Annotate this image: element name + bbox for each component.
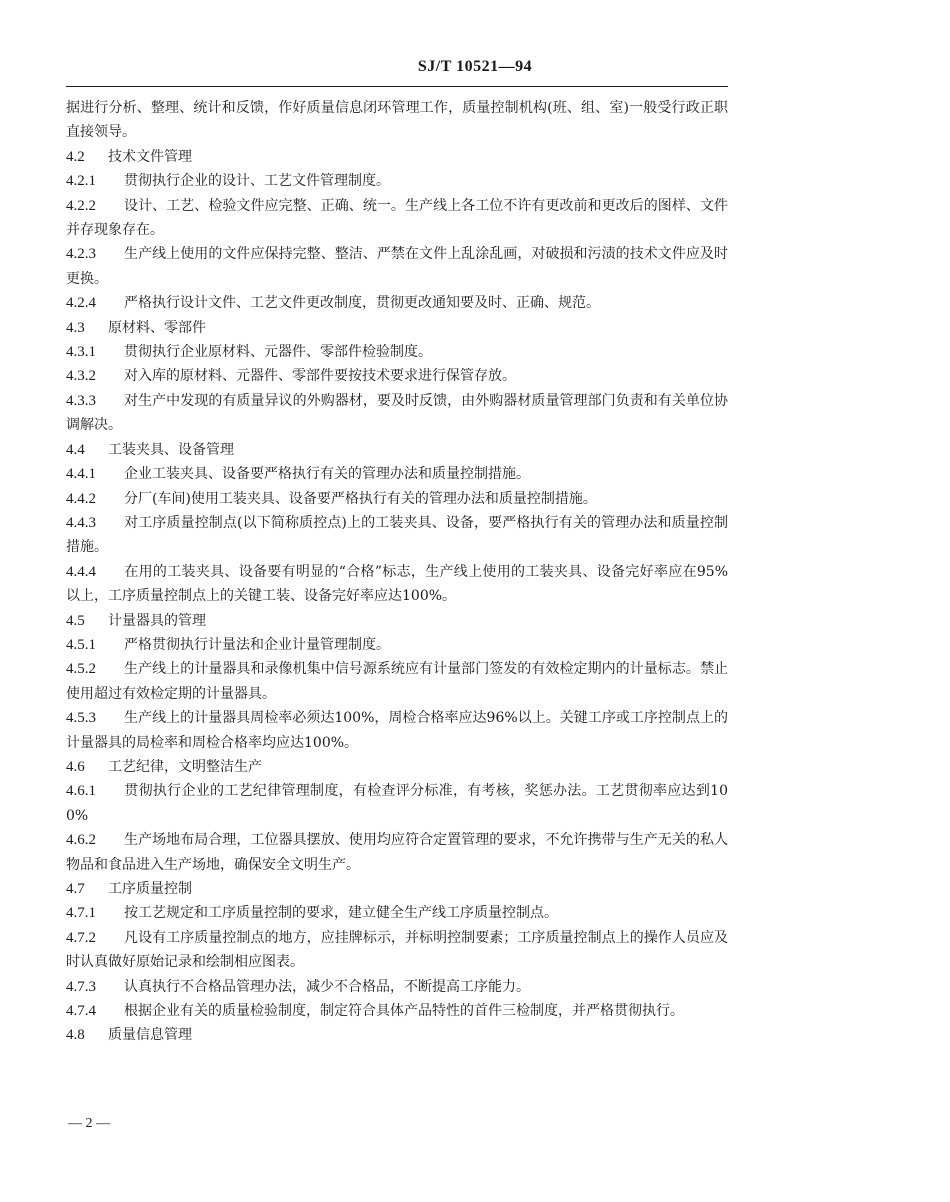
clause-paragraph (66, 1023, 728, 1047)
clause-paragraph (66, 291, 728, 315)
clause-text: 分厂(车间)使用工装夹具、设备要严格执行有关的管理办法和质量控制措施。 (124, 490, 597, 507)
clause-paragraph (66, 169, 728, 193)
clause-text: 严格贯彻执行计量法和企业计量管理制度。 (124, 636, 390, 653)
clause-number: 4.2.1 (66, 173, 96, 190)
clause-number: 4.2.4 (66, 295, 96, 312)
clause-text: 凡设有工序质量控制点的地方，应挂牌标示，并标明控制要素；工序质量控制点上的操作人员应及时认真做好原始记录和绘制相应图表。 (66, 929, 728, 971)
clause-text: 原材料、零部件 (108, 319, 206, 336)
clause-text: 对入库的原材料、元器件、零部件要按技术要求进行保管存放。 (124, 368, 516, 385)
clause-number: 4.4.2 (66, 490, 96, 507)
clause-number: 4.3.2 (66, 368, 96, 385)
clause-number: 4.6.2 (66, 832, 96, 849)
clause-paragraph (66, 657, 728, 706)
clause-paragraph (66, 560, 728, 609)
clause-paragraph (66, 999, 728, 1023)
clause-paragraph (66, 975, 728, 999)
clause-paragraph (66, 609, 728, 633)
clause-text: 据进行分析、整理、统计和反馈，作好质量信息闭环管理工作，质量控制机构(班、组、室)一般受行政正职直接领导。 (66, 100, 728, 141)
clause-paragraph (66, 316, 728, 340)
clause-paragraph (66, 755, 728, 779)
clause-paragraph (66, 633, 728, 657)
clause-number: 4.4.3 (66, 514, 96, 531)
clause-text: 贯彻执行企业的设计、工艺文件管理制度。 (124, 173, 390, 190)
clause-text: 设计、工艺、检验文件应完整、正确、统一。生产线上各工位不许有更改前和更改后的图样、文件并存现象存在。 (66, 197, 728, 239)
clause-number: 4.7.2 (66, 929, 96, 946)
clause-paragraph (66, 194, 728, 243)
clause-text: 企业工装夹具、设备要严格执行有关的管理办法和质量控制措施。 (124, 466, 530, 483)
clause-number: 4.5.2 (66, 661, 96, 678)
clause-paragraph (66, 364, 728, 388)
clause-paragraph (66, 926, 728, 975)
clause-number: 4.3.1 (66, 344, 96, 361)
clause-paragraph (66, 901, 728, 925)
clause-paragraph (66, 145, 728, 169)
clause-text: 贯彻执行企业原材料、元器件、零部件检验制度。 (124, 344, 432, 361)
clause-number: 4.7.1 (66, 905, 96, 922)
clause-text: 生产场地布局合理，工位器具摆放、使用均应符合定置管理的要求，不允许携带与生产无关的私人物品和食品进入生产场地，确保安全文明生产。 (66, 832, 728, 873)
clause-text: 对工序质量控制点(以下简称质控点)上的工装夹具、设备，要严格执行有关的管理办法和质量控制措施。 (66, 514, 728, 556)
clause-paragraph (66, 389, 728, 438)
clause-number: 4.6.1 (66, 783, 96, 800)
clause-text: 计量器具的管理 (108, 612, 206, 629)
clause-text: 在用的工装夹具、设备要有明显的“合格”标志，生产线上使用的工装夹具、设备完好率应在95%以上，工序质量控制点上的关键工装、设备完好率应达100%。 (66, 563, 728, 605)
clause-paragraph (66, 877, 728, 901)
clause-paragraph (66, 706, 728, 755)
clause-number: 4.3 (66, 319, 85, 336)
header-divider (66, 86, 728, 87)
clause-text: 认真执行不合格品管理办法，减少不合格品，不断提高工序能力。 (124, 978, 530, 995)
clause-text: 生产线上的计量器具和录像机集中信号源系统应有计量部门签发的有效检定期内的计量标志。禁止使用超过有效检定期的计量器具。 (66, 661, 728, 702)
clause-text: 按工艺规定和工序质量控制的要求，建立健全生产线工序质量控制点。 (124, 905, 558, 922)
clause-text: 工序质量控制 (108, 881, 192, 897)
clause-text: 生产线上的计量器具周检率必须达100%，周检合格率应达96%以上。关键工序或工序控制点上的计量器具的局检率和周检合格率均应达100%。 (66, 710, 728, 751)
clause-number: 4.7.4 (66, 1003, 96, 1020)
clause-paragraph (66, 462, 728, 486)
clause-text: 技术文件管理 (108, 148, 192, 165)
clause-number: 4.5.3 (66, 710, 96, 727)
clause-text: 生产线上使用的文件应保持完整、整洁、严禁在文件上乱涂乱画，对破损和污渍的技术文件应及时更换。 (66, 246, 728, 287)
clause-paragraph (66, 779, 728, 828)
clause-number: 4.4.1 (66, 466, 96, 483)
clause-text: 工装夹具、设备管理 (108, 441, 234, 458)
page-number: — 2 — (68, 1116, 110, 1131)
document-code-header: SJ/T 10521—94 (417, 58, 533, 75)
clause-number: 4.7.3 (66, 978, 96, 995)
clause-number: 4.5.1 (66, 636, 96, 653)
clause-paragraph (66, 96, 728, 145)
clause-number: 4.3.3 (66, 392, 96, 409)
clause-number: 4.5 (66, 612, 85, 629)
clause-number: 4.2.2 (66, 197, 96, 214)
clause-number: 4.6 (66, 758, 85, 775)
clause-number: 4.7 (66, 881, 85, 897)
clause-paragraph (66, 511, 728, 560)
document-body (66, 96, 728, 1048)
clause-text: 贯彻执行企业的工艺纪律管理制度，有检查评分标准，有考核，奖惩办法。工艺贯彻率应达到100% (66, 783, 728, 824)
clause-text: 工艺纪律，文明整洁生产 (108, 758, 262, 775)
clause-text: 质量信息管理 (108, 1027, 192, 1044)
clause-number: 4.2.3 (66, 246, 96, 263)
clause-text: 根据企业有关的质量检验制度，制定符合具体产品特性的首件三检制度，并严格贯彻执行。 (124, 1003, 684, 1020)
clause-paragraph (66, 487, 728, 511)
clause-paragraph (66, 242, 728, 291)
clause-paragraph (66, 438, 728, 462)
clause-number: 4.4 (66, 441, 85, 458)
clause-number: 4.4.4 (66, 563, 96, 580)
clause-text: 严格执行设计文件、工艺文件更改制度，贯彻更改通知要及时、正确、规范。 (124, 295, 600, 312)
clause-text: 对生产中发现的有质量异议的外购器材，要及时反馈，由外购器材质量管理部门负责和有关单位协调解决。 (66, 392, 728, 434)
clause-number: 4.2 (66, 148, 85, 165)
clause-number: 4.8 (66, 1027, 85, 1044)
clause-paragraph (66, 828, 728, 877)
clause-paragraph (66, 340, 728, 364)
